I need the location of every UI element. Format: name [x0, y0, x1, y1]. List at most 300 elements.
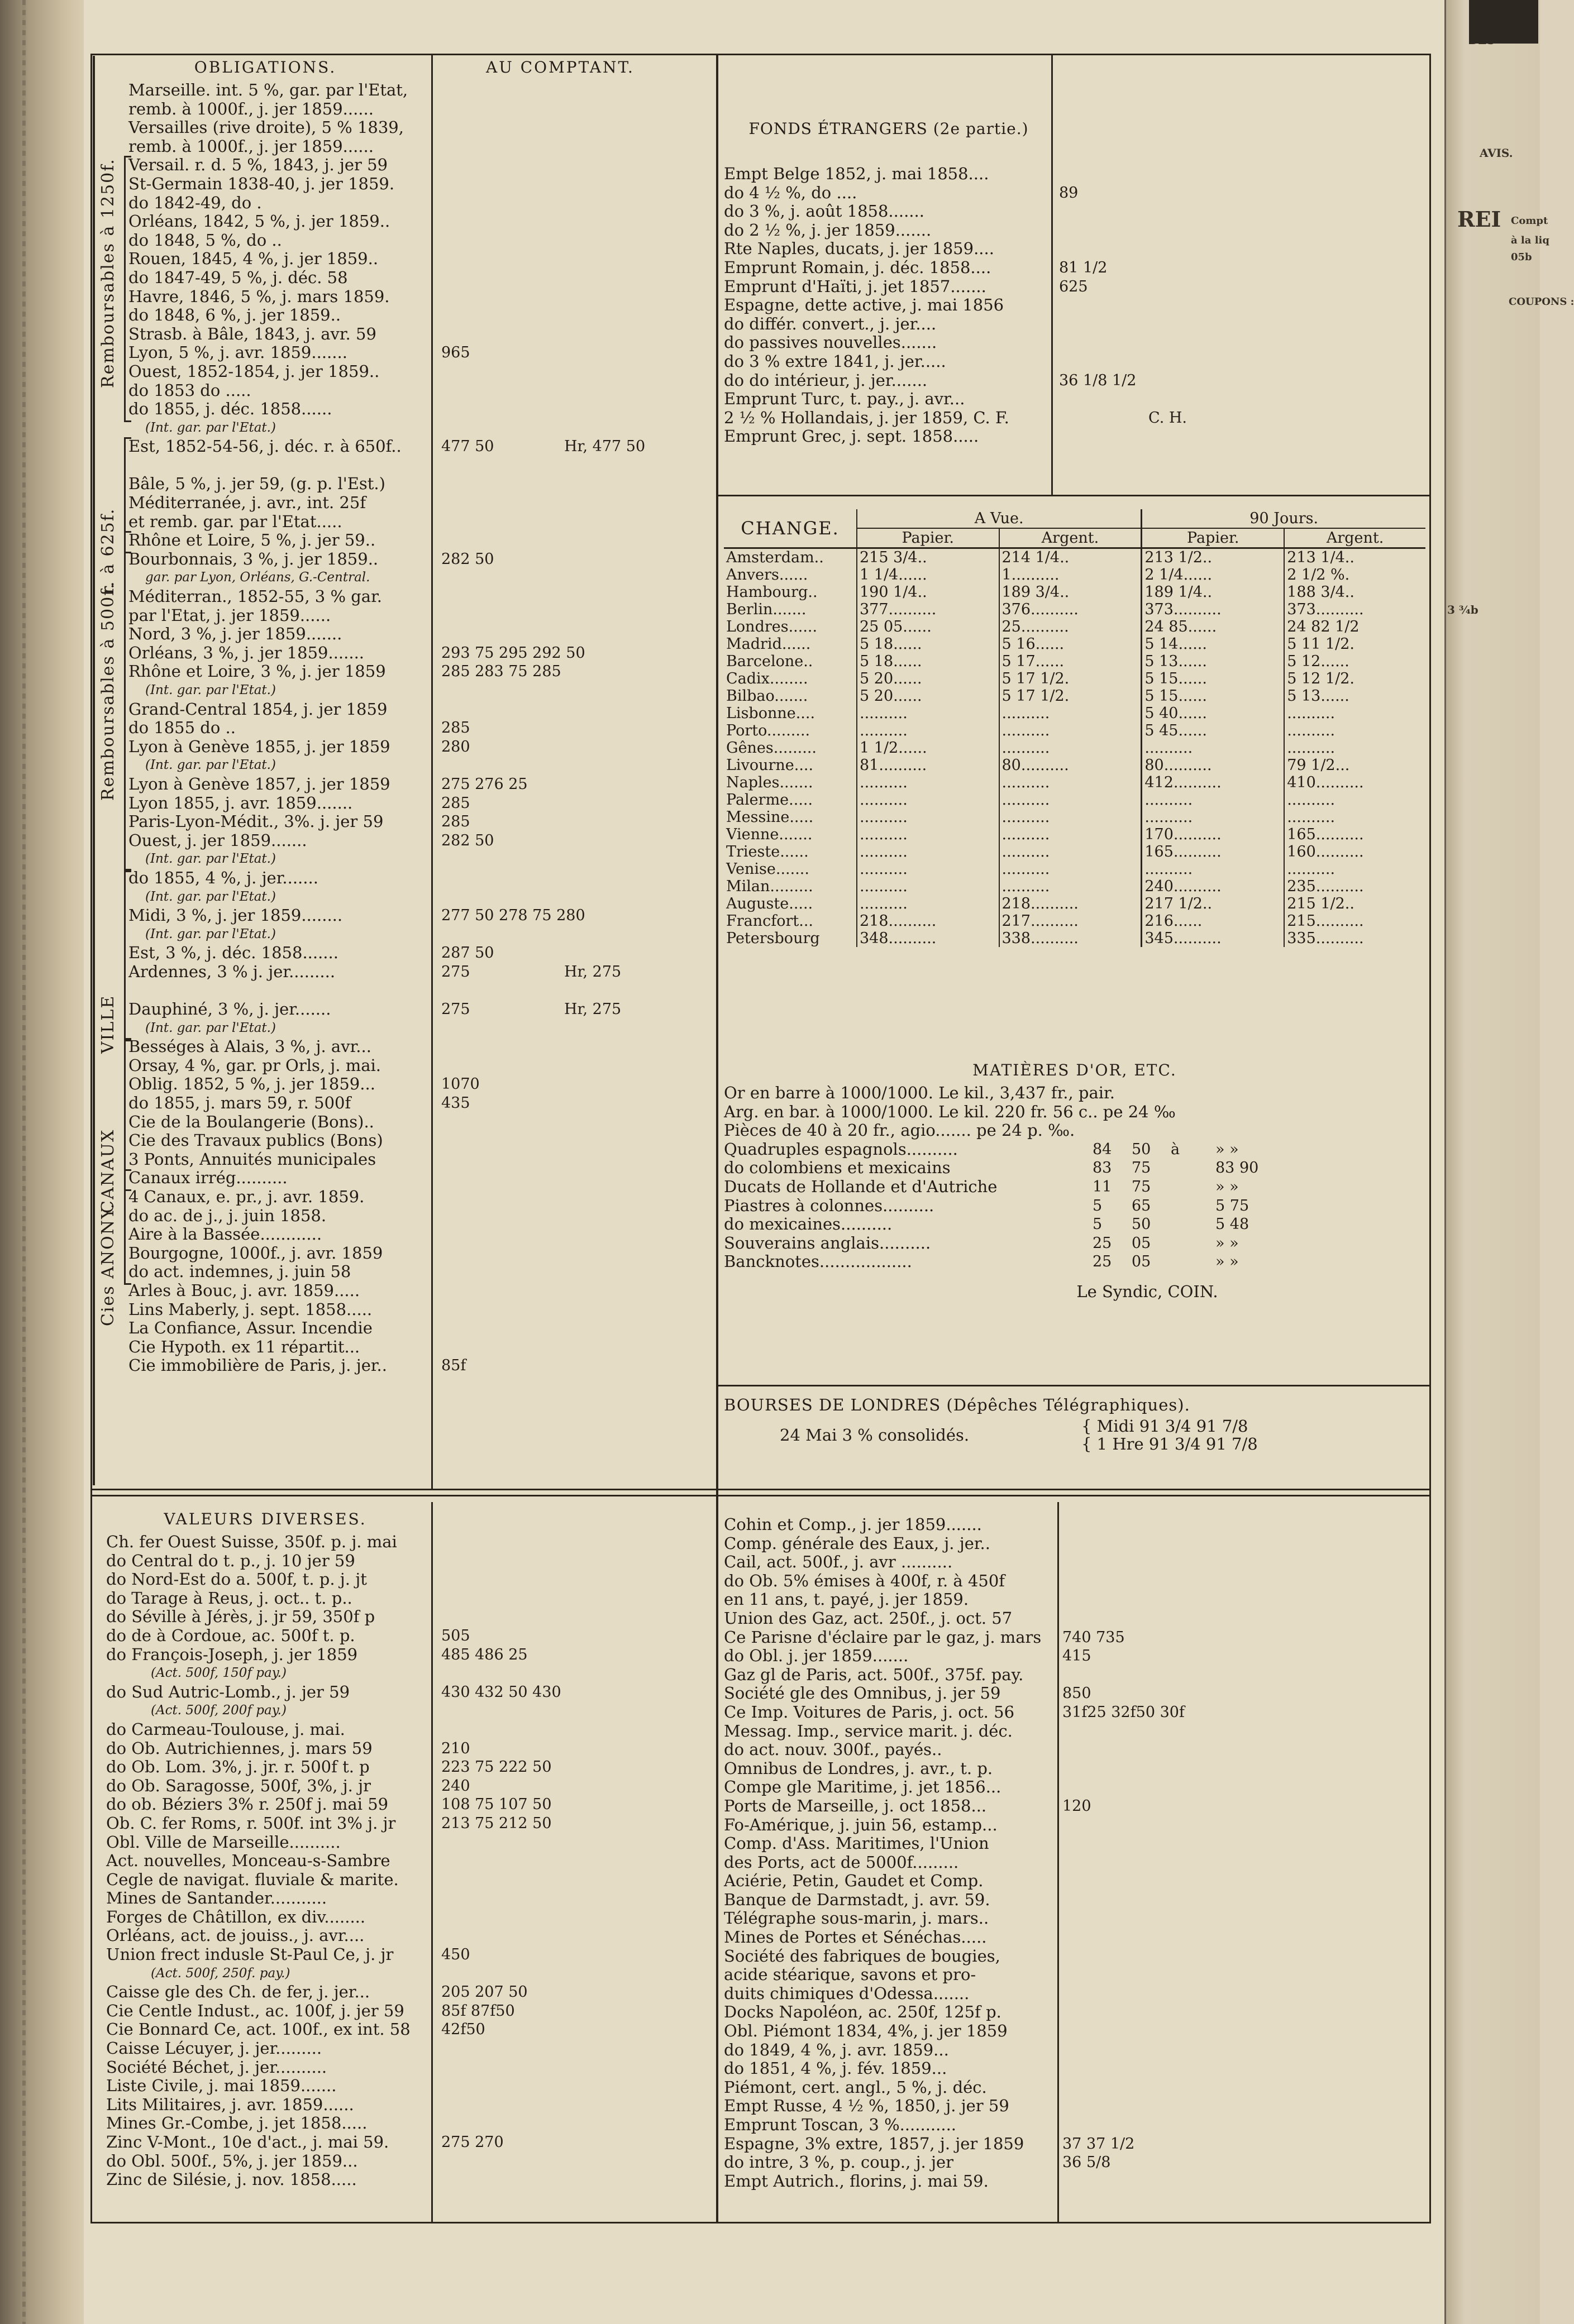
matieres-lines — [724, 1084, 1425, 1140]
change-rate: 213 1/4.. — [1287, 549, 1354, 566]
divers-row — [724, 1891, 1425, 1910]
obligation-row — [101, 269, 430, 288]
change-rate: 5 11 1/2. — [1287, 635, 1354, 653]
obligation-row — [101, 1281, 430, 1300]
divers-row — [724, 1797, 1425, 1816]
change-city: Amsterdam.. — [724, 548, 857, 567]
obligation-price: 285 — [441, 813, 470, 831]
divers-name: do Obl. j. jer 1859....... — [724, 1646, 909, 1666]
divers-name: Ce Imp. Voitures de Paris, j. oct. 56 — [724, 1702, 1015, 1722]
change-rate: 412.......... — [1142, 774, 1284, 791]
obligation-row — [101, 1056, 430, 1075]
valeur-row — [101, 1533, 715, 1552]
obligation-name: remb. à 1000f., j. jer 1859...... — [128, 99, 374, 118]
divers-row — [724, 1666, 1425, 1685]
obligation-name: do 1855, j. déc. 1858...... — [128, 399, 332, 419]
valeur-row — [101, 2096, 715, 2115]
obligation-row — [101, 456, 430, 475]
change-rate: 189 3/4.. — [999, 584, 1142, 601]
obligation-row — [101, 906, 585, 925]
change-rate: 190 1/4.. — [857, 584, 999, 601]
change-rate: 214 1/4.. — [999, 548, 1142, 567]
change-row — [724, 653, 1425, 670]
fonds-name: do do intérieur, j. jer....... — [724, 370, 928, 390]
valeur-row — [101, 1701, 715, 1720]
obligation-price: 275 276 25 — [441, 775, 528, 793]
obligation-row — [101, 662, 561, 681]
change-rate: 188 3/4.. — [1287, 584, 1354, 601]
fonds-row — [724, 296, 1428, 315]
valeur-row — [101, 2133, 715, 2152]
divers-price: 850 — [1062, 1685, 1091, 1703]
obligation-name: Rhône et Loire, 3 %, j. jer 1859 — [128, 662, 386, 681]
matiere-row — [724, 1159, 1425, 1178]
change-rate: 240.......... — [1142, 878, 1284, 895]
obligation-name: Ouest, 1852-1854, j. jer 1859.. — [128, 361, 380, 381]
a-vue-header: A Vue. — [857, 509, 1142, 528]
change-row — [724, 548, 1425, 567]
change-rate: .......... — [999, 860, 1142, 878]
matiere-value: » » — [1215, 1140, 1239, 1158]
change-rate: 215.......... — [1287, 912, 1364, 930]
group-bracket — [124, 869, 131, 1041]
horizontal-rule — [718, 1385, 1431, 1386]
change-city: Hambourg.. — [724, 584, 857, 601]
change-rate: .......... — [857, 895, 999, 912]
divers-row — [724, 1759, 1425, 1778]
obligation-row — [101, 681, 430, 700]
change-rate: .......... — [857, 809, 999, 826]
valeur-name: do Nord-Est do a. 500f, t. p. j. jt — [106, 1570, 367, 1589]
change-row — [724, 843, 1425, 860]
change-rate: 5 40...... — [1142, 705, 1284, 722]
change-rate: 2 1/2 %. — [1287, 566, 1350, 584]
valeur-row — [101, 1964, 715, 1983]
obligation-name: Marseille. int. 5 %, gar. par l'Etat, — [128, 80, 408, 99]
valeur-row — [101, 1945, 715, 1964]
obligation-row — [101, 1150, 430, 1169]
obligation-name: do 1855 do .. — [128, 718, 236, 738]
obligation-price: 287 50 — [441, 944, 494, 962]
valeur-name: do ob. Béziers 3% r. 250f j. mai 59 — [106, 1795, 389, 1814]
divers-name: Empt Russe, 4 ½ %, 1850, j. jer 59 — [724, 2096, 1009, 2116]
obligation-name: (Int. gar. par l'Etat.) — [145, 889, 276, 904]
valeur-row — [101, 2114, 715, 2133]
change-city: Venise....... — [724, 860, 857, 878]
obligation-name: 3 Ponts, Annuités municipales — [128, 1149, 376, 1169]
divers-row — [724, 1740, 1425, 1759]
change-city: Gênes......... — [724, 739, 857, 757]
obligation-row — [101, 400, 430, 419]
valeur-name: (Act. 500f, 250f. pay.) — [151, 1966, 290, 1981]
fonds-price: 36 1/8 1/2 — [1059, 371, 1137, 389]
divers-name: Gaz gl de Paris, act. 500f., 375f. pay. — [724, 1665, 1024, 1684]
valeur-row — [101, 2152, 715, 2171]
obligation-name: Rhône et Loire, 5 %, j. jer 59.. — [128, 530, 376, 550]
divers-price: 31f25 32f50 30f — [1062, 1703, 1185, 1721]
matiere-name: Bancknotes.................. — [724, 1252, 912, 1271]
center-divider — [716, 54, 718, 2223]
change-rate: 5 18...... — [857, 653, 999, 670]
matiere-value: 83 — [1093, 1159, 1112, 1177]
change-city: Cadix........ — [724, 670, 857, 687]
divers-etrangers-column — [724, 1515, 1425, 2191]
valeur-name: Caisse Lécuyer, j. jer......... — [106, 2039, 322, 2058]
change-city: Vienne....... — [724, 826, 857, 843]
obligation-row — [101, 1263, 430, 1281]
obligation-row — [101, 549, 494, 569]
divider — [431, 54, 433, 1489]
divers-row — [724, 2135, 1425, 2154]
valeur-name: Liste Civile, j. mai 1859....... — [106, 2076, 337, 2096]
col-papier: Papier. — [1142, 528, 1284, 548]
valeur-name: do Ob. Saragosse, 500f, 3%, j. jr — [106, 1776, 371, 1795]
divers-name: Messag. Imp., service marit. j. déc. — [724, 1721, 1013, 1740]
change-rate: 5 14...... — [1142, 635, 1284, 653]
change-rate: 1 1/4...... — [857, 566, 999, 584]
obligation-row — [101, 925, 430, 944]
fonds-row — [724, 390, 1428, 409]
divers-name: Union des Gaz, act. 250f., j. oct. 57 — [724, 1608, 1013, 1628]
change-rate: 410.......... — [1287, 774, 1364, 791]
obligation-name: Nord, 3 %, j. jer 1859....... — [128, 624, 342, 644]
matiere-value: 11 — [1093, 1178, 1112, 1196]
divers-name: en 11 ans, t. payé, j. jer 1859. — [724, 1590, 969, 1609]
obligation-row — [101, 850, 430, 869]
obligation-row — [101, 1019, 430, 1038]
obligation-row — [101, 1093, 470, 1113]
divers-row — [724, 1703, 1425, 1722]
change-rate: .......... — [1287, 705, 1335, 722]
obligation-name: Méditerranée, j. avr., int. 25f — [128, 493, 366, 513]
change-rate: 5 20...... — [857, 687, 999, 705]
change-row — [724, 791, 1425, 809]
obligation-row — [101, 718, 470, 738]
obligation-row — [101, 774, 528, 794]
valeur-name: Caisse gle des Ch. de fer, j. jer... — [106, 1982, 370, 2002]
change-rate: 235.......... — [1287, 878, 1364, 895]
valeur-row — [101, 1758, 715, 1777]
group-bracket — [124, 1169, 131, 1285]
obligation-row — [101, 1244, 430, 1263]
obligation-name: Aire à la Bassée............ — [128, 1225, 322, 1244]
divers-name: do intre, 3 %, p. coup., j. jer — [724, 2153, 954, 2172]
divers-row — [724, 1684, 1425, 1703]
group-label: Remboursables à 1250f. — [98, 157, 118, 388]
change-rate: 24 82 1/2 — [1287, 618, 1360, 635]
change-rate: 5 18...... — [857, 635, 999, 653]
change-city: Petersbourg — [724, 930, 857, 947]
obligation-row — [101, 1188, 430, 1207]
divers-row — [724, 2022, 1425, 2041]
divers-name: Emprunt Toscan, 3 %........... — [724, 2115, 957, 2134]
obligation-name: Paris-Lyon-Médit., 3%. j. jer 59 — [128, 812, 384, 831]
fonds-name: do 2 ½ %, j. jer 1859....... — [724, 220, 932, 240]
obligation-row — [101, 793, 470, 813]
divers-name: Aciérie, Petin, Gaudet et Comp. — [724, 1871, 984, 1891]
change-row — [724, 635, 1425, 653]
valeur-name: do Ob. Lom. 3%, j. jr. r. 500f t. p — [106, 1757, 370, 1777]
matiere-value: » » — [1215, 1178, 1239, 1196]
right-page-text: COUPONS : — [1509, 296, 1574, 308]
divers-row — [724, 1722, 1425, 1741]
valeur-name: Cie Centle Indust., ac. 100f, j. jer 59 — [106, 2001, 404, 2020]
divers-name: Fo-Amérique, j. juin 56, estamp... — [724, 1815, 998, 1834]
group-label: VILLE — [98, 995, 118, 1054]
change-rate: .......... — [1142, 860, 1284, 878]
divers-name: Empt Autrich., florins, j. mai 59. — [724, 2171, 989, 2191]
obligation-name: remb. à 1000f., j. jer 1859...... — [128, 136, 374, 156]
change-city: Livourne.... — [724, 757, 857, 774]
change-rate: 25 05...... — [857, 618, 999, 635]
divers-name: Ce Parisne d'éclaire par le gaz, j. mars — [724, 1627, 1042, 1647]
matiere-row — [724, 1215, 1425, 1234]
change-rate: 5 45...... — [1142, 722, 1284, 739]
fonds-name: do 3 %, j. août 1858....... — [724, 202, 924, 221]
obligation-name: Canaux irrég.......... — [128, 1168, 288, 1188]
matiere-name: do colombiens et mexicains — [724, 1158, 951, 1178]
obligation-row — [101, 700, 430, 719]
obligation-row — [101, 812, 470, 831]
obligation-hr-price: Hr, 275 — [564, 1001, 622, 1018]
fonds-name: do différ. convert., j. jer.... — [724, 314, 937, 333]
syndic-signature: Le Syndic, COIN. — [1076, 1281, 1218, 1301]
change-rate: 5 16...... — [999, 635, 1142, 653]
group-bracket — [124, 1038, 131, 1192]
valeur-name: (Act. 500f, 200f pay.) — [151, 1703, 287, 1718]
change-rate: .......... — [999, 722, 1142, 739]
fonds-row — [724, 371, 1428, 390]
obligation-row — [101, 1319, 430, 1338]
obligation-name: Lyon à Genève 1857, j. jer 1859 — [128, 774, 390, 793]
valeur-row — [101, 2077, 715, 2096]
change-rate: .......... — [857, 791, 999, 809]
change-row — [724, 601, 1425, 618]
obligation-name: Méditerran., 1852-55, 3 % gar. — [128, 587, 382, 606]
divers-row — [724, 1816, 1425, 1835]
obligation-name: Oblig. 1852, 5 %, j. jer 1859... — [128, 1074, 375, 1094]
change-city: Naples....... — [724, 774, 857, 791]
change-row — [724, 809, 1425, 826]
valeur-row — [101, 1627, 715, 1646]
au-comptant-title: AU COMPTANT. — [486, 58, 635, 76]
valeur-name: Zinc V-Mont., 10e d'act., j. mai 59. — [106, 2132, 389, 2151]
divers-row — [724, 2003, 1425, 2022]
change-rate: .......... — [999, 878, 1142, 895]
divers-name: Docks Napoléon, ac. 250f, 125f p. — [724, 2002, 1001, 2022]
divers-row — [724, 1572, 1425, 1591]
obligation-row — [101, 587, 430, 606]
change-rate: 160.......... — [1287, 843, 1364, 860]
obligation-name: Lyon, 5 %, j. avr. 1859....... — [128, 343, 347, 362]
divers-name: do 1849, 4 %, j. avr. 1859... — [724, 2040, 949, 2059]
obligation-row — [101, 513, 430, 532]
divers-name: duits chimiques d'Odessa....... — [724, 1983, 970, 2003]
obligation-name: 4 Canaux, e. pr., j. avr. 1859. — [128, 1187, 365, 1207]
change-row — [724, 670, 1425, 687]
change-rate: 217 1/2.. — [1142, 895, 1284, 912]
divers-row — [724, 1834, 1425, 1853]
change-rate: 218.......... — [999, 895, 1142, 912]
change-rate: 165.......... — [1287, 826, 1364, 843]
obligation-name: Versail. r. d. 5 %, 1843, j. jer 59 — [128, 155, 388, 175]
valeur-name: Union frect indusle St-Paul Ce, j. jr — [106, 1945, 394, 1964]
obligation-name: do 1848, 6 %, j. jer 1859.. — [128, 305, 341, 325]
obligation-price: 285 — [441, 719, 470, 737]
divers-row — [724, 1534, 1425, 1553]
fonds-row — [724, 259, 1428, 278]
obligation-name: par l'Etat, j. jer 1859...... — [128, 605, 331, 625]
change-rate: 217.......... — [999, 912, 1142, 930]
change-row — [724, 774, 1425, 791]
change-rate: 5 13...... — [1287, 687, 1349, 705]
group-label: Cies ANONY. — [98, 1202, 118, 1326]
change-rate: 5 15...... — [1142, 687, 1284, 705]
divers-name: Mines de Portes et Sénéchas..... — [724, 1928, 987, 1947]
fonds-row — [724, 184, 1428, 203]
fonds-row — [724, 409, 1428, 428]
change-rate: 81.......... — [857, 757, 999, 774]
fonds-name: Rte Naples, ducats, j. jer 1859.... — [724, 239, 994, 259]
fonds-name: do 3 % extre 1841, j. jer..... — [724, 351, 946, 371]
obligation-row — [101, 1338, 430, 1357]
valeur-name: Ob. C. fer Roms, r. 500f. int 3% j. jr — [106, 1813, 396, 1833]
fonds-row — [724, 240, 1428, 259]
valeur-name: Mines de Santander........... — [106, 1888, 327, 1908]
change-rate: .......... — [999, 826, 1142, 843]
valeurs-diverses-title: VALEURS DIVERSES. — [164, 1510, 367, 1528]
valeur-price: 223 75 222 50 — [441, 1758, 552, 1776]
divers-row — [724, 2097, 1425, 2116]
divers-name: acide stéarique, savons et pro- — [724, 1965, 976, 1985]
obligation-name: do 1855, j. mars 59, r. 500f — [128, 1093, 351, 1113]
divers-row — [724, 1628, 1425, 1647]
divers-price: 740 735 — [1062, 1628, 1125, 1646]
valeur-name: Mines Gr.-Combe, j. jet 1858..... — [106, 2113, 368, 2133]
fonds-name: do 4 ½ %, do .... — [724, 183, 857, 202]
matiere-value: 75 — [1132, 1159, 1151, 1177]
fonds-row — [724, 352, 1428, 371]
valeur-name: do Carmeau-Toulouse, j. mai. — [106, 1719, 345, 1739]
matiere-value: 50 — [1132, 1216, 1151, 1233]
matiere-name: Souverains anglais.......... — [724, 1233, 931, 1252]
divers-row — [724, 1590, 1425, 1609]
obligation-price: 477 50 — [441, 438, 494, 456]
group-label: r. à 625f. — [98, 508, 118, 595]
obligation-name: Versailles (rive droite), 5 % 1839, — [128, 118, 404, 137]
obligation-row — [101, 325, 430, 344]
change-rate: .......... — [857, 705, 999, 722]
book-spine — [0, 0, 84, 2324]
obligation-name: gar. par Lyon, Orléans, G.-Central. — [145, 570, 370, 585]
group-label: CANAUX — [98, 1128, 118, 1213]
bourses-londres-section — [724, 1396, 1425, 1460]
divers-name: do act. nouv. 300f., payés.. — [724, 1740, 942, 1759]
valeur-row — [101, 1608, 715, 1627]
obligation-name: Arles à Bouc, j. avr. 1859..... — [128, 1281, 360, 1300]
change-rate: 79 1/2... — [1287, 757, 1350, 774]
obligation-name: Cie immobilière de Paris, j. jer.. — [128, 1356, 387, 1375]
obligation-row — [101, 1300, 430, 1319]
obligation-price: 277 50 278 75 280 — [441, 907, 585, 925]
matiere-value: 5 — [1093, 1197, 1103, 1214]
divers-row — [724, 1947, 1425, 1966]
valeur-row — [101, 1908, 715, 1927]
divers-name: Cohin et Comp., j. jer 1859....... — [724, 1515, 982, 1534]
divers-row — [724, 1909, 1425, 1928]
obligation-row — [101, 81, 430, 100]
col-papier: Papier. — [857, 528, 999, 548]
valeur-name: do Central do t. p., j. 10 jer 59 — [106, 1551, 355, 1570]
fonds-row — [724, 221, 1428, 240]
divers-name: do Ob. 5% émises à 400f, r. à 450f — [724, 1571, 1005, 1590]
obligation-row — [101, 118, 430, 137]
obligation-name: Strasb. à Bâle, 1843, j. avr. 59 — [128, 324, 376, 343]
obligation-hr-price: Hr, 275 — [564, 963, 622, 981]
au-comptant-column — [436, 56, 715, 81]
divers-name: Société des fabriques de bougies, — [724, 1946, 1000, 1966]
obligation-row — [101, 475, 430, 494]
divers-name: des Ports, act de 5000f......... — [724, 1852, 959, 1872]
obligation-row — [101, 1113, 430, 1132]
change-city: Barcelone.. — [724, 653, 857, 670]
change-rate: 338.......... — [999, 930, 1142, 947]
matiere-value: 65 — [1132, 1197, 1151, 1214]
obligation-price: 285 — [441, 794, 470, 812]
fonds-name: 2 ½ % Hollandais, j. jer 1859, C. F. — [724, 408, 1009, 427]
divers-name: Ports de Marseille, j. oct 1858... — [724, 1796, 987, 1815]
change-city: Auguste..... — [724, 895, 857, 912]
fonds-name: Emprunt Grec, j. sept. 1858..... — [724, 427, 979, 446]
obligation-name: (Int. gar. par l'Etat.) — [145, 683, 276, 697]
valeur-price: 213 75 212 50 — [441, 1814, 552, 1832]
obligation-row — [101, 606, 430, 625]
change-rate: 2 1/4...... — [1142, 566, 1284, 584]
change-rate: 5 12 1/2. — [1287, 670, 1354, 687]
valeur-row — [101, 1926, 715, 1945]
valeur-row — [101, 1720, 715, 1739]
obligation-name: do 1842-49, do . — [128, 193, 262, 212]
valeur-row — [101, 1777, 715, 1796]
obligation-name: do ac. de j., j. juin 1858. — [128, 1206, 327, 1225]
valeur-row — [101, 1889, 715, 1908]
fonds-name: Emprunt Turc, t. pay., j. avr... — [724, 389, 965, 409]
obligation-name: Bességes à Alais, 3 %, j. avr... — [128, 1037, 371, 1056]
valeur-row — [101, 1683, 715, 1702]
valeur-name: Ch. fer Ouest Suisse, 350f. p. j. mai — [106, 1532, 397, 1551]
valeur-row — [101, 1664, 715, 1683]
change-city: Londres...... — [724, 618, 857, 635]
valeur-name: Orléans, act. de jouiss., j. avr.... — [106, 1926, 365, 1945]
valeur-row — [101, 1852, 715, 1871]
valeur-row — [101, 2002, 715, 2021]
change-rate: 348.......... — [857, 930, 999, 947]
change-rate: .......... — [1287, 739, 1335, 757]
obligation-price: 293 75 295 292 50 — [441, 644, 585, 662]
valeur-row — [101, 1646, 715, 1665]
fonds-etrangers-column — [724, 117, 1428, 446]
obligation-price: 275 — [441, 1001, 470, 1018]
obligation-row — [101, 1225, 430, 1244]
valeur-name: Lits Militaires, j. avr. 1859...... — [106, 2095, 354, 2114]
change-rate: 215 1/2.. — [1287, 895, 1354, 912]
change-city: Messine..... — [724, 809, 857, 826]
matiere-value: 05 — [1132, 1253, 1151, 1271]
matiere-value: 25 — [1093, 1234, 1112, 1252]
group-label: Remboursables à 500f. — [98, 582, 118, 801]
change-row — [724, 618, 1425, 635]
change-rate: .......... — [1287, 860, 1335, 878]
